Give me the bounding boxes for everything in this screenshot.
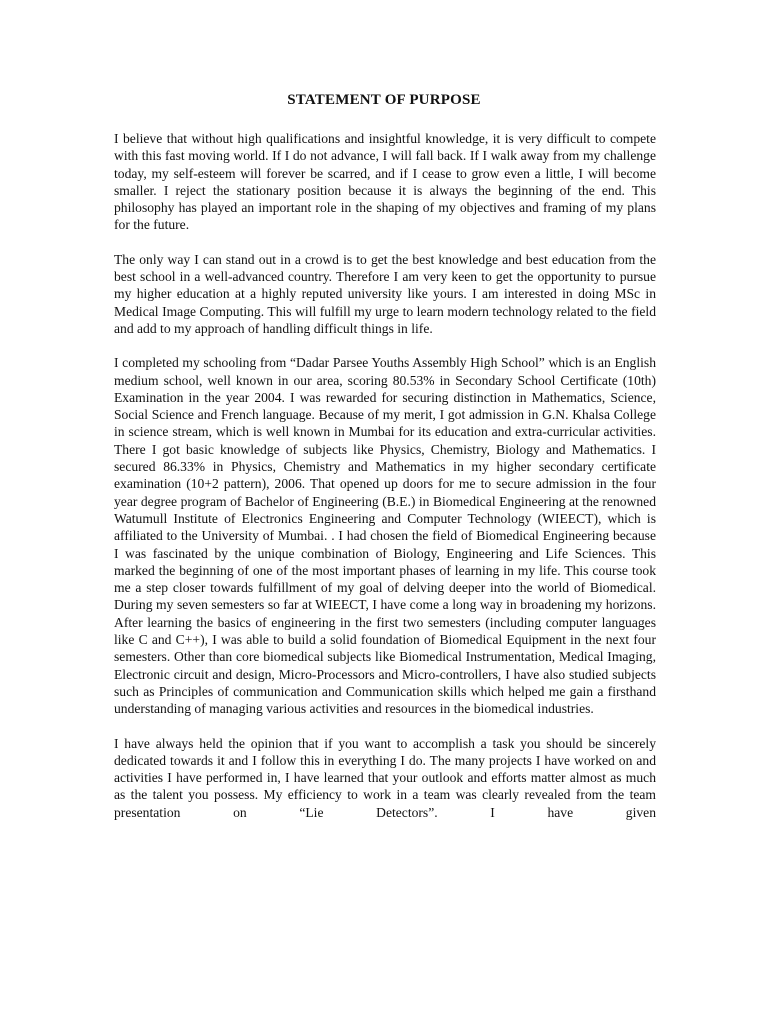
paragraph-4: I have always held the opinion that if you want to accomplish a task you should be sincerely dedicated towards it and I follow this in everything I do. The many projects I have worked on and activities I have performed in, I have learned that your outlook and efforts matter almost as much as the talent you possess. My efficiency to work in a team was clearly revealed from the team presentation on “Lie Detectors”. I have given xyxy=(114,735,656,820)
paragraph-1: I believe that without high qualifications and insightful knowledge, it is very difficult to compete with this fast moving world. If I do not advance, I will fall back. If I walk away from my challenge today, my self-esteem will forever be scarred, and if I cease to grow even a little, I will become smaller. I reject the stationary position because it is always the beginning of the end. This philosophy has played an important role in the shaping of my objectives and framing of my plans for the future. xyxy=(114,131,656,233)
document-title: STATEMENT OF PURPOSE xyxy=(287,92,481,108)
paragraph-3: I completed my schooling from “Dadar Parsee Youths Assembly High School” which is an English medium school, well known in our area, scoring 80.53% in Secondary School Certificate (10th) Examination in the year 2004. I was rewarded for securing distinction in Mathematics, Science, Social Science and French language. Because of my merit, I got admission in G.N. Khalsa College in science stream, which is well known in Mumbai for its education and extra-curricular activities. There I got basic knowledge of subjects like Physics, Chemistry, Biology and Mathematics. I secured 86.33% in Physics, Chemistry and Mathematics in my higher secondary certificate examination (10+2 pattern), 2006. That opened up doors for me to secure admission in the four year degree program of Bachelor of Engineering (B.E.) in Biomedical Engineering at the renowned Watumull Institute of Electronics Engineering and Computer Technology (WIEECT), which is affiliated to the University of Mumbai. . I had chosen the field of Biomedical Engineering because I was fascinated by the unique combination of Biology, Engineering and Life Sciences. This marked the beginning of one of the most important phases of learning in my life. This course took me a step closer towards fulfillment of my goal of delving deeper into the world of Biomedical. During my seven semesters so far at WIEECT, I have come a long way in broadening my horizons. After learning the basics of engineering in the first two semesters (including computer languages like C and C++), I was able to build a solid foundation of Biomedical Equipment in the next four semesters. Other than core biomedical subjects like Biomedical Instrumentation, Medical Imaging, Electronic circuit and design, Micro-Processors and Micro-controllers, I have also studied subjects such as Principles of communication and Communication skills which helped me gain a firsthand understanding of managing various activities and resources in the biomedical industries. xyxy=(114,355,656,717)
paragraph-2: The only way I can stand out in a crowd is to get the best knowledge and best education from the best school in a well-advanced country. Therefore I am very keen to get the opportunity to pursue my higher education at a highly reputed university like yours. I am interested in doing MSc in Medical Image Computing. This will fulfill my urge to learn modern technology related to the field and add to my approach of handling difficult things in life. xyxy=(114,251,656,336)
document-body xyxy=(114,130,656,838)
